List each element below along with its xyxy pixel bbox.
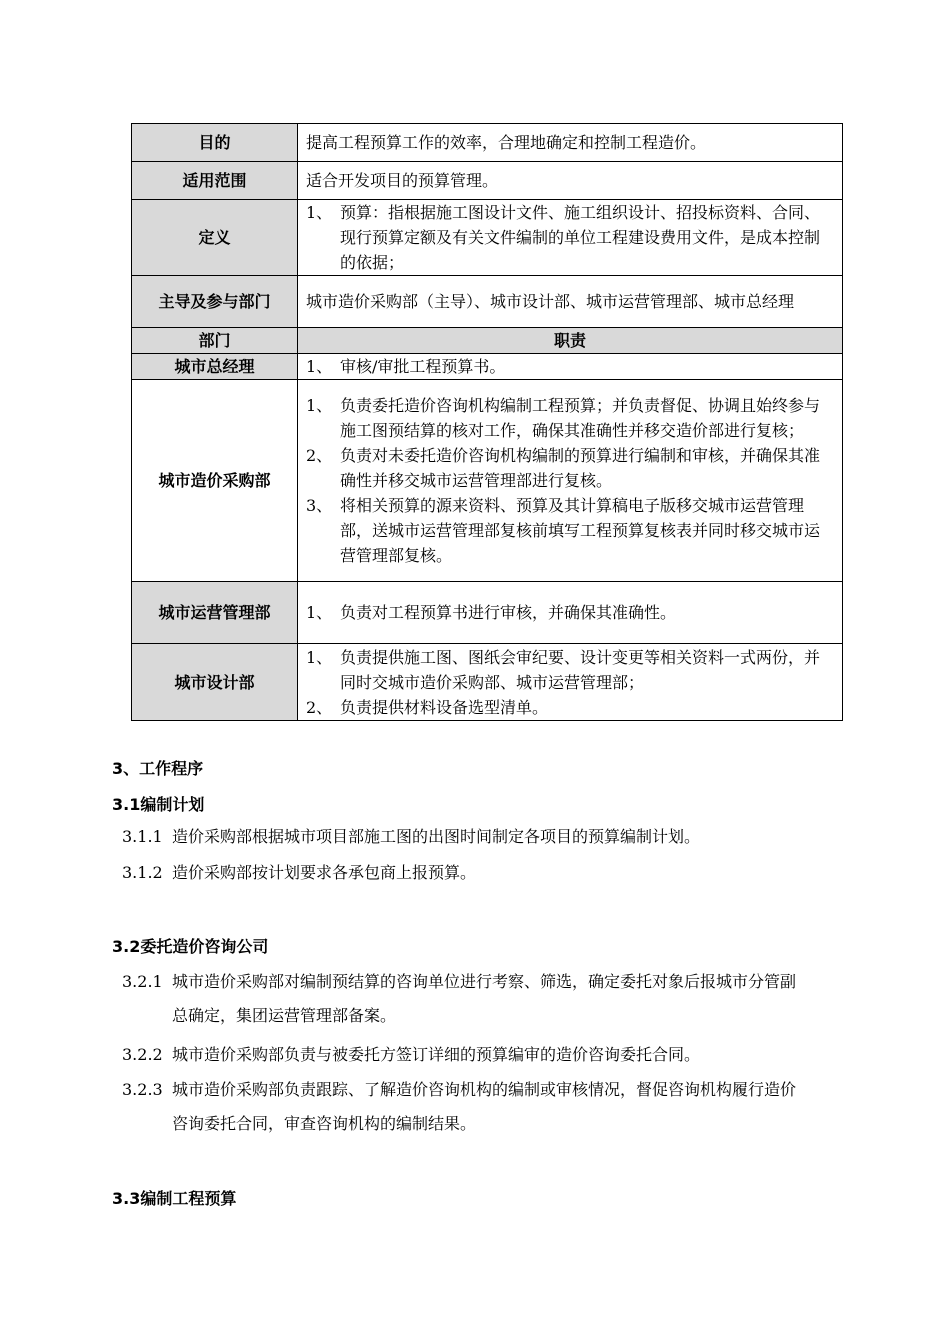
item-number: 1、 — [306, 603, 333, 622]
table-row-departments — [132, 276, 843, 328]
paragraph-number: 3.2.3 — [122, 1080, 163, 1099]
paragraph-number: 3.2.1 — [122, 972, 163, 991]
item-text: 将相关预算的源来资料、预算及其计算稿电子版移交城市运营管理部，送城市运营管理部复核前填写工程预算复核表并同时移交城市运营管理部复核。 — [340, 496, 821, 565]
scope-label: 适用范围 — [132, 162, 298, 200]
item-text: 负责提供材料设备选型清单。 — [340, 697, 549, 717]
table-row-scope — [132, 162, 843, 200]
item-text: 负责提供施工图、图纸会审纪要、设计变更等相关资料一式两份，并同时交城市造价采购部、城市运营管理部； — [340, 647, 821, 692]
duty-cell — [298, 380, 843, 582]
dept-city-gm: 城市总经理 — [132, 354, 298, 380]
item-number: 1、 — [306, 647, 333, 667]
list-item — [306, 695, 834, 720]
paragraph-number: 3.1.2 — [122, 863, 163, 882]
duty-cell — [298, 644, 843, 721]
purpose-text: 提高工程预算工作的效率，合理地确定和控制工程造价。 — [298, 124, 843, 162]
departments-text: 城市造价采购部（主导）、城市设计部、城市运营管理部、城市总经理 — [298, 276, 843, 328]
definition-text: 预算：指根据施工图设计文件、施工组织设计、招投标资料、合同、现行预算定额及有关文件编制的单位工程建设费用文件，是成本控制的依据； — [340, 203, 821, 272]
definition-cell — [298, 200, 843, 276]
paragraph-text: 城市造价采购部负责与被委托方签订详细的预算编审的造价咨询委托合同。 — [172, 1045, 701, 1064]
header-department: 部门 — [132, 328, 298, 354]
header-duty: 职责 — [298, 328, 843, 354]
list-item — [306, 600, 834, 625]
item-number: 1、 — [306, 357, 333, 376]
departments-label: 主导及参与部门 — [132, 276, 298, 328]
list-item — [306, 443, 834, 493]
dept-cost-procurement: 城市造价采购部 — [132, 380, 298, 582]
paragraph-text-line2: 咨询委托合同，审查咨询机构的编制结果。 — [172, 1114, 477, 1133]
list-item — [306, 200, 834, 275]
section-title-3-2: 3.2委托造价咨询公司 — [112, 937, 269, 956]
item-number: 3、 — [306, 496, 333, 515]
item-text: 负责对未委托造价咨询机构编制的预算进行编制和审核，并确保其准确性并移交城市运营管理部进行复核。 — [340, 446, 821, 490]
item-text: 负责对工程预算书进行审核，并确保其准确性。 — [340, 603, 677, 622]
paragraph-text-line1: 城市造价采购部负责跟踪、了解造价咨询机构的编制或审核情况，督促咨询机构履行造价 — [172, 1080, 797, 1099]
dept-operations: 城市运营管理部 — [132, 582, 298, 644]
list-item — [306, 493, 834, 568]
list-item — [306, 393, 834, 443]
table-row-cost-procurement — [132, 380, 843, 582]
item-number: 2、 — [306, 446, 333, 465]
section-title-3-3: 3.3编制工程预算 — [112, 1189, 237, 1208]
paragraph-number: 3.2.2 — [122, 1045, 163, 1064]
section-title-procedure: 3、工作程序 — [112, 759, 204, 778]
table-row-design — [132, 644, 843, 721]
paragraph-3-1-1 — [122, 820, 862, 854]
table-row-definition — [132, 200, 843, 276]
item-number: 1、 — [306, 203, 333, 222]
paragraph-text: 造价采购部按计划要求各承包商上报预算。 — [172, 863, 477, 882]
item-number: 2、 — [306, 697, 333, 717]
duty-cell — [298, 354, 843, 380]
table-row-operations — [132, 582, 843, 644]
paragraph-text: 造价采购部根据城市项目部施工图的出图时间制定各项目的预算编制计划。 — [172, 827, 701, 846]
dept-design: 城市设计部 — [132, 644, 298, 721]
scope-text: 适合开发项目的预算管理。 — [298, 162, 843, 200]
definition-label: 定义 — [132, 200, 298, 276]
section-title-3-1: 3.1编制计划 — [112, 795, 205, 814]
purpose-label: 目的 — [132, 124, 298, 162]
paragraph-3-1-2 — [122, 856, 862, 890]
list-item — [306, 354, 834, 379]
paragraph-number: 3.1.1 — [122, 827, 163, 846]
item-text: 负责委托造价咨询机构编制工程预算；并负责督促、协调且始终参与施工图预结算的核对工作，确保其准确性并移交造价部进行复核； — [340, 396, 821, 440]
table-row-city-gm — [132, 354, 843, 380]
table-header-row — [132, 328, 843, 354]
responsibility-table — [131, 123, 843, 721]
duty-cell — [298, 582, 843, 644]
paragraph-3-2-3 — [122, 1073, 862, 1141]
item-number: 1、 — [306, 396, 333, 415]
paragraph-text-line1: 城市造价采购部对编制预结算的咨询单位进行考察、筛选，确定委托对象后报城市分管副 — [172, 972, 797, 991]
table-row-purpose — [132, 124, 843, 162]
item-text: 审核/审批工程预算书。 — [340, 357, 506, 376]
list-item — [306, 645, 834, 695]
paragraph-3-2-2 — [122, 1038, 862, 1072]
paragraph-text-line2: 总确定，集团运营管理部备案。 — [172, 1006, 397, 1025]
paragraph-3-2-1 — [122, 965, 862, 1033]
